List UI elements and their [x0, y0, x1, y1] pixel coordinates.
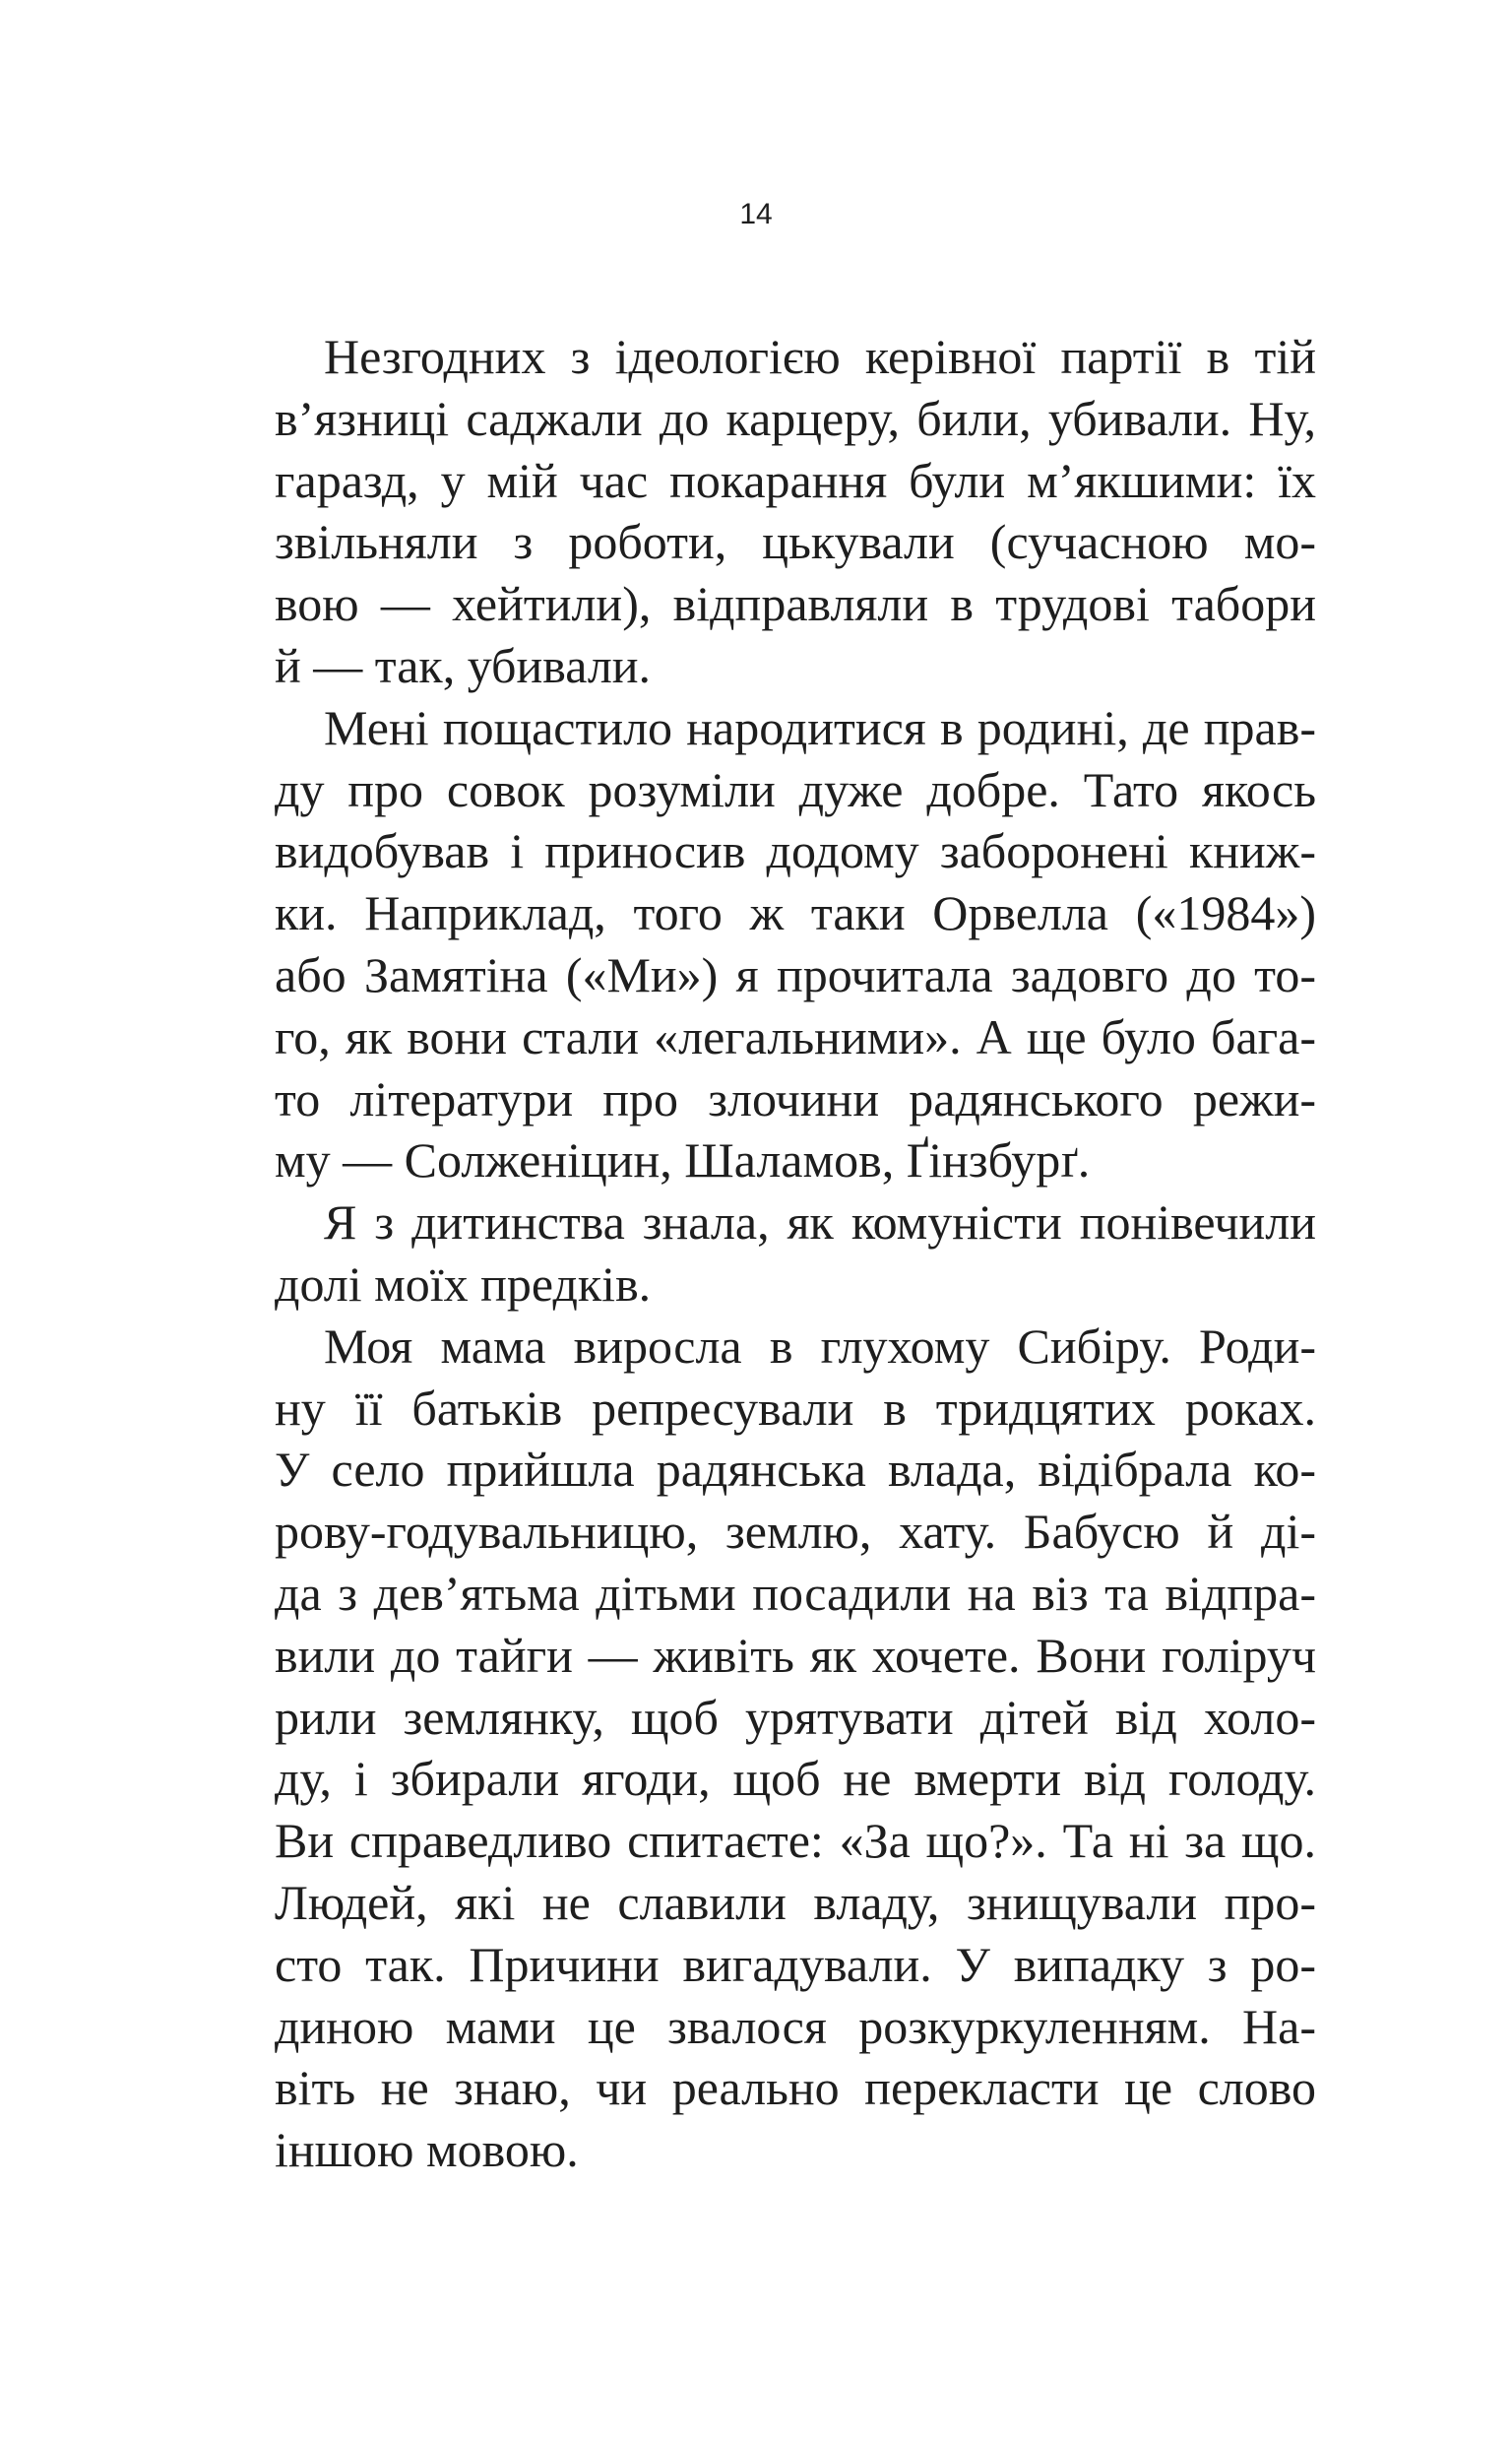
text-line: то літератури про злочини радянського режи- — [275, 1070, 1316, 1126]
text-line: Незгодних з ідеологією керівної партії в тій — [324, 329, 1316, 384]
text-line: ну її батьків репресували в тридцятих роках. — [275, 1380, 1316, 1436]
text-line: гаразд, у мій час покарання були м’якшими: їх — [275, 452, 1316, 508]
text-line: долі моїх предків. — [275, 1255, 652, 1312]
text-line: вою — хейтили), відправляли в трудові табори — [275, 576, 1316, 632]
text-line: Мені пощастило народитися в родині, де прав- — [324, 699, 1316, 755]
text-line: ду про совок розуміли дуже добре. Тато якось — [275, 761, 1316, 817]
text-line: му — Солженіцин, Шаламов, Ґінзбурґ. — [275, 1132, 1091, 1189]
text-line: сто так. Причини вигадували. У випадку з ро- — [275, 1936, 1316, 1992]
text-line: звільняли з роботи, цькували (сучасною мо- — [275, 514, 1316, 570]
text-line: або Замятіна («Ми») я прочитала задовго до то- — [275, 946, 1316, 1002]
page-number: 14 — [739, 198, 773, 230]
text-line: в’язниці саджали до карцеру, били, убивали. Ну, — [275, 390, 1316, 446]
text-line: ки. Наприклад, того ж таки Орвелла («1984») — [275, 885, 1316, 941]
text-line: Людей, які не славили владу, знищували про- — [275, 1874, 1316, 1930]
text-line: Ви справедливо спитаєте: «За що?». Та ні за що. — [275, 1813, 1316, 1869]
text-line: й — так, убивали. — [275, 637, 652, 693]
text-line: видобував і приносив додому заборонені книж- — [275, 823, 1316, 879]
text-line: да з дев’ятьма дітьми посадили на віз та відпра- — [275, 1565, 1316, 1621]
body-text — [275, 326, 1316, 2181]
text-line: У село прийшла радянська влада, відібрала ко- — [275, 1442, 1316, 1498]
text-line: віть не знаю, чи реально перекласти це слово — [275, 2060, 1316, 2116]
text-line: ду, і збирали ягоди, щоб не вмерти від голоду. — [275, 1751, 1316, 1807]
text-line: Я з дитинства знала, як комуністи понівечили — [324, 1194, 1316, 1251]
text-line: го, як вони стали «легальними». А ще було бага- — [275, 1008, 1316, 1064]
text-line: іншою мовою. — [275, 2122, 579, 2178]
text-line: вили до тайги — живіть як хочете. Вони голіруч — [275, 1627, 1316, 1683]
text-line: Моя мама виросла в глухому Сибіру. Роди- — [324, 1318, 1316, 1374]
text-line: рову-годувальницю, землю, хату. Бабусю й ді- — [275, 1504, 1316, 1560]
text-line: рили землянку, щоб урятувати дітей від холо- — [275, 1689, 1316, 1745]
text-line: диною мами це звалося розкуркуленням. На- — [275, 1998, 1316, 2054]
